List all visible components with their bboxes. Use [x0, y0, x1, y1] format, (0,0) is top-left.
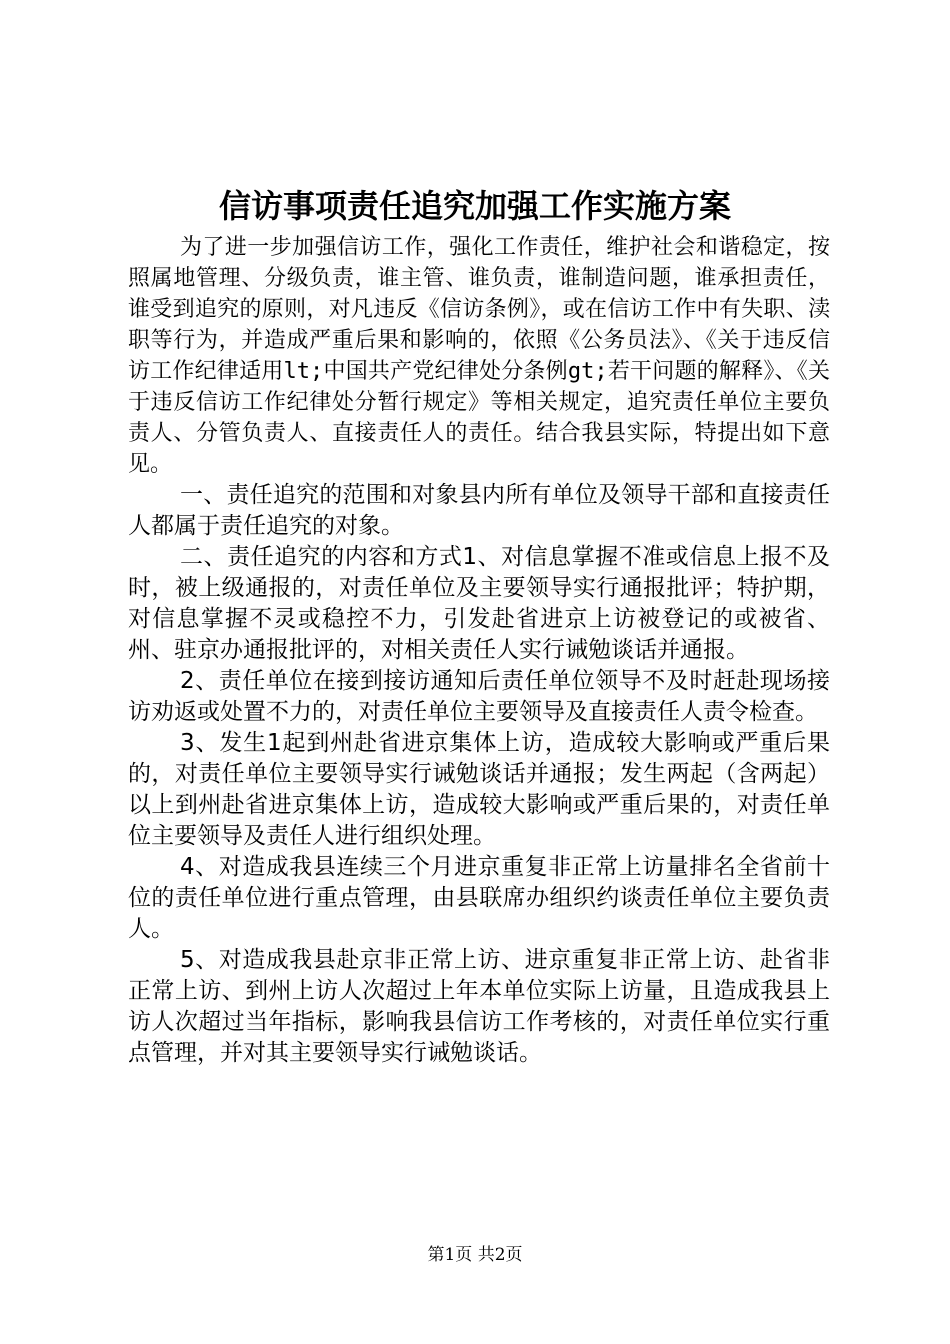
paragraph-item-4: 4、对造成我县连续三个月进京重复非正常上访量排名全省前十位的责任单位进行重点管理，由县联席办组织约谈责任单位主要负责人。 — [128, 854, 830, 942]
paragraph-content-methods: 二、责任追究的内容和方式1、对信息掌握不准或信息上报不及时，被上级通报的，对责任单位及主要领导实行通报批评；特护期，对信息掌握不灵或稳控不力，引发赴省进京上访被登记的或被省、州、驻京办通报批评的，对相关责任人实行诫勉谈话并通报。 — [128, 544, 830, 663]
document-body — [128, 232, 830, 1069]
page-number-footer: 第1页 共2页 — [427, 1245, 523, 1265]
paragraph-scope: 一、责任追究的范围和对象县内所有单位及领导干部和直接责任人都属于责任追究的对象。 — [128, 482, 830, 539]
paragraph-item-5: 5、对造成我县赴京非正常上访、进京重复非正常上访、赴省非正常上访、到州上访人次超过上年本单位实际上访量，且造成我县上访人次超过当年指标，影响我县信访工作考核的，对责任单位实行重点管理，并对其主要领导实行诫勉谈话。 — [128, 947, 830, 1066]
paragraph-intro: 为了进一步加强信访工作，强化工作责任，维护社会和谐稳定，按照属地管理、分级负责，谁主管、谁负责，谁制造问题，谁承担责任，谁受到追究的原则，对凡违反《信访条例》，或在信访工作中有失职、渎职等行为，并造成严重后果和影响的，依照《公务员法》、《关于违反信访工作纪律适用lt;中国共产党纪律处分条例gt;若干问题的解释》、《关于违反信访工作纪律处分暂行规定》等相关规定，追究责任单位主要负责人、分管负责人、直接责任人的责任。结合我县实际，特提出如下意见。 — [128, 235, 830, 477]
paragraph-item-2: 2、责任单位在接到接访通知后责任单位领导不及时赶赴现场接访劝返或处置不力的，对责任单位主要领导及直接责任人责令检查。 — [128, 668, 830, 725]
document-title: 信访事项责任追究加强工作实施方案 — [218, 187, 731, 225]
paragraph-item-3: 3、发生1起到州赴省进京集体上访，造成较大影响或严重后果的，对责任单位主要领导实行诫勉谈话并通报；发生两起（含两起）以上到州赴省进京集体上访，造成较大影响或严重后果的，对责任单位主要领导及责任人进行组织处理。 — [128, 730, 830, 849]
